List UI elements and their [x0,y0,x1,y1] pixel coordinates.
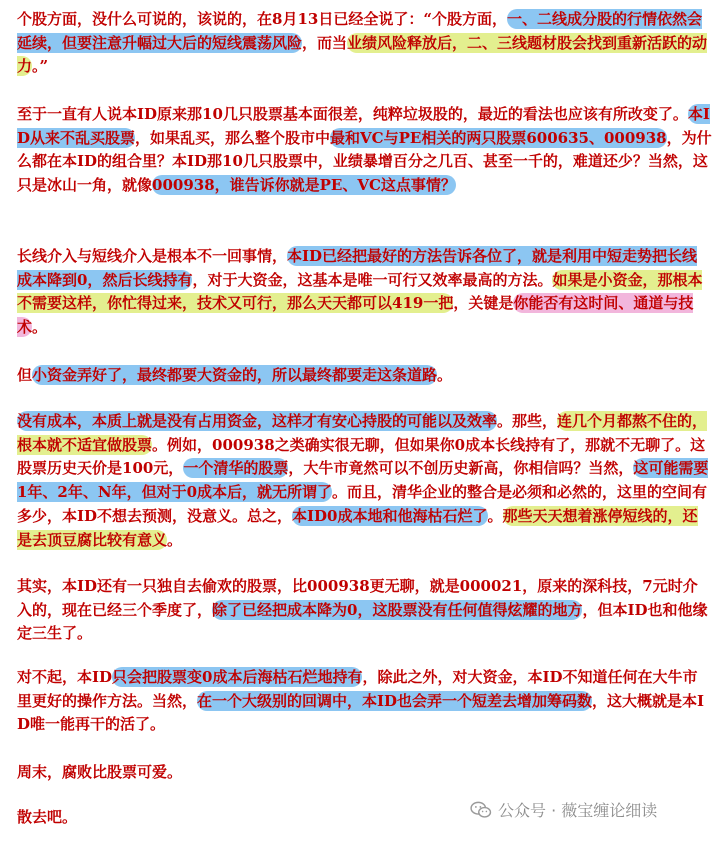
text-span: 。 [437,366,453,384]
paragraph-2 [17,103,712,198]
text-span: ，如果乱买，那么整个股市中 [135,128,331,147]
highlight-span: 一个清华的股票 [183,459,289,478]
text-span: 至于一直有人说本ID原来那10几只股票基本面很差，纯粹垃圾股的，最近的看法也应该有所改变了。 [17,105,688,123]
highlight-span: 在一个大级别的回调中，本ID也会弄一个短差去增加筹码数 [197,691,593,710]
text-span: 。那些， [497,412,558,430]
wechat-icon [470,801,492,819]
text-span: 散去吧。 [17,808,78,826]
highlight-span: 本ID从来不乱买股票 [17,105,710,147]
highlight-span: 这可能需要1年、2年、N年，但对于0成本后，就无所谓了 [17,459,709,502]
highlight-span: 一、二线成分股的行情依然会延续，但要注意升幅过大后的短线震荡风险 [17,10,702,52]
paragraph-3 [17,245,712,340]
highlight-span: 除了已经把成本降为0，这股票没有任何值得炫耀的地方 [212,600,583,619]
highlight-span: 最和VC与PE相关的两只股票600635、000938 [330,128,667,147]
highlight-span: 业绩风险释放后，二、三线题材股会找到重新活跃的动力 [17,33,708,76]
text-span: ，而当 [302,33,348,52]
paragraph-4 [17,364,712,388]
paragraph-7 [17,666,712,737]
text-span: 个股方面，没什么可说的，该说的，在8月13日已经全说了：“个股方面， [17,10,507,28]
text-span: 对不起，本ID [17,668,113,686]
highlight-span: 连几个月都熬不住的，根本就不适宜做股票 [17,412,708,454]
paragraph-6 [17,575,712,646]
text-span: 。而且，清华企业的整合是必须和必然的，这里的空间有多少，本ID不想去预测，没意义。总之， [17,483,708,525]
paragraph-8 [17,761,712,785]
text-span: ，除此之外，对大资金，本ID不知道任何在大牛市里更好的操作方法。当然， [17,668,698,710]
text-span: ，对于大资金，这基本是唯一可行又效率最高的方法。 [192,270,553,289]
text-span: 周末，腐败比股票可爱。 [17,763,183,781]
text-span: ，大牛市竟然可以不创历史新高，你相信吗？当然， [288,459,634,478]
highlight-span: 本ID0成本地和他海枯石烂了 [292,506,488,525]
text-span: ，为什么都在本ID的组合里？本ID那10几只股票中，业绩暴增百分之几百、甚至一千的，难道还少？当然，这只是冰山一角，就像 [17,128,712,195]
watermark [470,798,657,821]
text-span: ，但本ID也和他缘定三生了。 [17,600,708,643]
highlight-span: 本ID已经把最好的方法告诉各位了，就是利用中短走势把长线成本降到0，然后长线持有 [17,247,698,289]
paragraph-1 [17,8,712,79]
highlight-span: 000938，谁告诉你就是PE、VC这点事情？ [152,176,456,195]
text-span: 长线介入与短线介入是根本不一回事情， [17,247,288,265]
text-span: 。例如，000938之类确实很无聊，但如果你0成本长线持有了，那就不无聊了。这股票历史天价是100元， [17,435,706,478]
text-span: 。 [167,530,183,549]
text-span: 。 [487,506,503,525]
highlight-span: 没有成本，本质上就是没有占用资金，这样才有安心持股的可能以及效率 [17,412,498,430]
text-span: ，这大概就是本ID唯一能再干的活了。 [17,691,705,734]
highlight-span: 只会把股票变0成本后海枯石烂地持有 [112,668,363,686]
highlight-span: 如果是小资金，那根本不需要这样，你忙得过来，技术又可行，那么天天都可以419一把 [17,270,703,313]
text-span: ，关键是 [453,294,514,313]
text-span: 但 [17,366,33,384]
text-span: 其实，本ID还有一只独自去偷欢的股票，比000938更无聊，就是000021，原来的深科技，7元时介入的，现在已经三个季度了， [17,577,698,619]
highlight-span: 小资金弄好了，最终都要大资金的，所以最终都要走这条道路 [32,366,438,384]
highlight-span: 你能否有这时间、通道与技术 [17,294,694,337]
text-span: 。” [32,57,49,76]
highlight-span: 那些天天想着涨停短线的，还是去顶豆腐比较有意义 [17,506,698,549]
watermark-text: 公众号 · 薇宝缠论细读 [498,801,658,820]
paragraph-5 [17,410,712,552]
text-span: 。 [32,318,48,337]
